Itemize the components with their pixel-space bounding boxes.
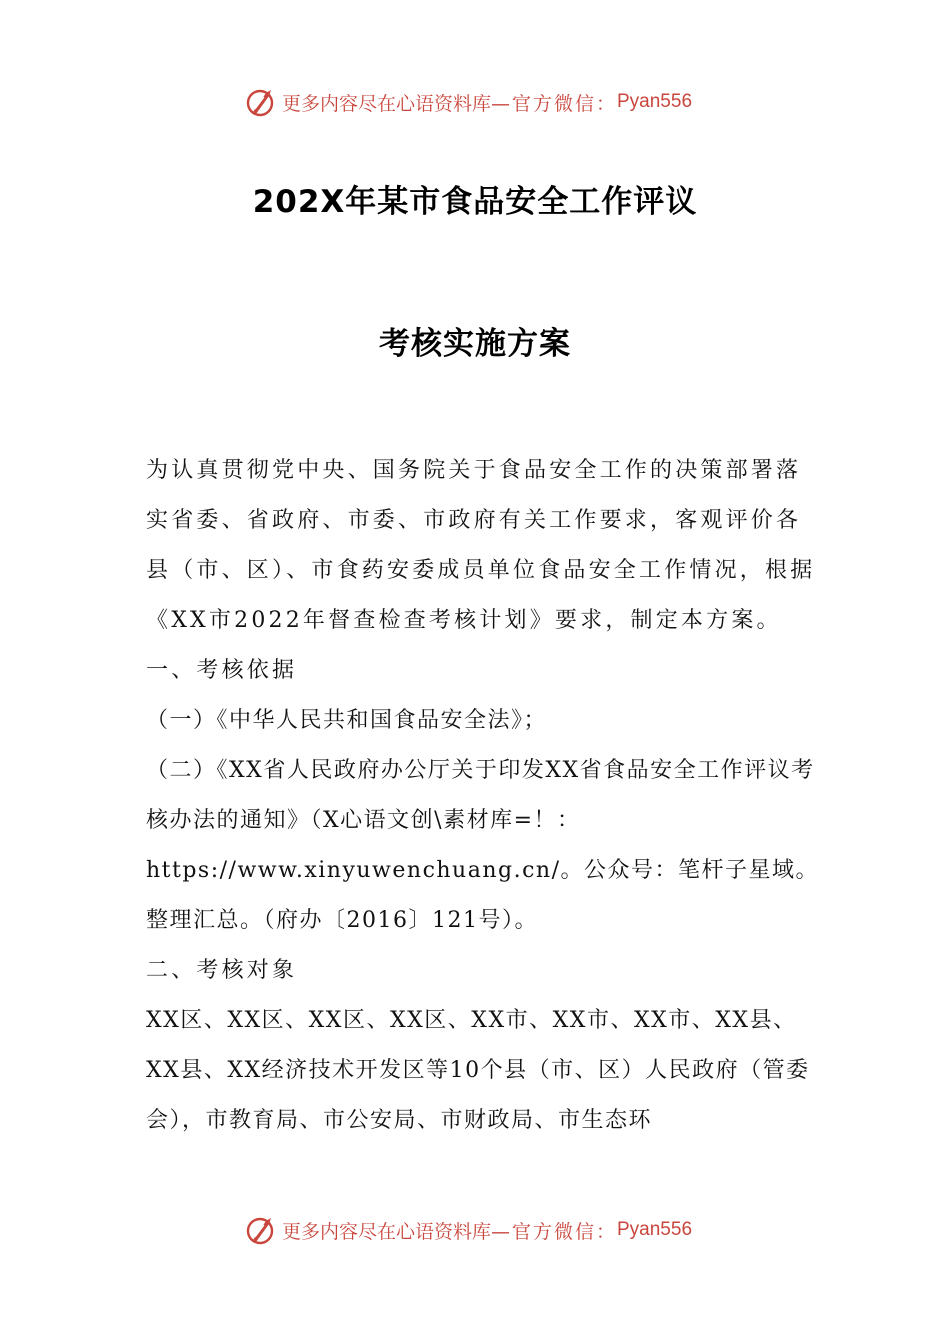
watermark-separator-text: —官方微信： bbox=[490, 92, 617, 115]
watermark-account-text: Pyan556 bbox=[617, 91, 693, 112]
watermark-separator-text: —官方微信： bbox=[490, 1220, 617, 1243]
watermark-account-text: Pyan556 bbox=[617, 1219, 693, 1240]
watermark-brand-text: 更多内容尽在心语资料库 bbox=[281, 1220, 491, 1243]
watermark-brand-text: 更多内容尽在心语资料库 bbox=[281, 92, 491, 115]
watermark-banner-bottom bbox=[0, 1210, 950, 1250]
section1-heading: 一、考核依据 bbox=[146, 658, 298, 683]
document-title-line2: 考核实施方案 bbox=[379, 326, 571, 362]
document-body bbox=[146, 446, 822, 1146]
basis-item-2: （二）《XX省人民政府办公厅关于印发XX省食品安全工作评议考核办法的通知》（X心语文创\素材库=！：https://www.xinyuwenchuang.cn/。公众号：笔杆子星域。整理汇总。（府办〔2016〕121号）。 bbox=[146, 758, 819, 933]
pen-in-circle-icon bbox=[244, 85, 278, 119]
watermark-banner-top bbox=[0, 82, 950, 122]
basis-item-1: （一）《中华人民共和国食品安全法》； bbox=[146, 708, 548, 733]
targets-paragraph: XX区、XX区、XX区、XX区、XX市、XX市、XX市、XX县、XX县、XX经济技术开发区等10个县（市、区）人民政府（管委会），市教育局、市公安局、市财政局、市生态环 bbox=[146, 1008, 810, 1133]
document-title-line1: 202X年某市食品安全工作评议 bbox=[252, 184, 698, 220]
section2-heading: 二、考核对象 bbox=[146, 958, 298, 983]
pen-in-circle-icon bbox=[244, 1213, 278, 1247]
intro-paragraph: 为认真贯彻党中央、国务院关于食品安全工作的决策部署落实省委、省政府、市委、市政府有关工作要求，客观评价各县（市、区）、市食药安委成员单位食品安全工作情况，根据《XX市2022年督查检查考核计划》要求，制定本方案。 bbox=[146, 458, 816, 633]
